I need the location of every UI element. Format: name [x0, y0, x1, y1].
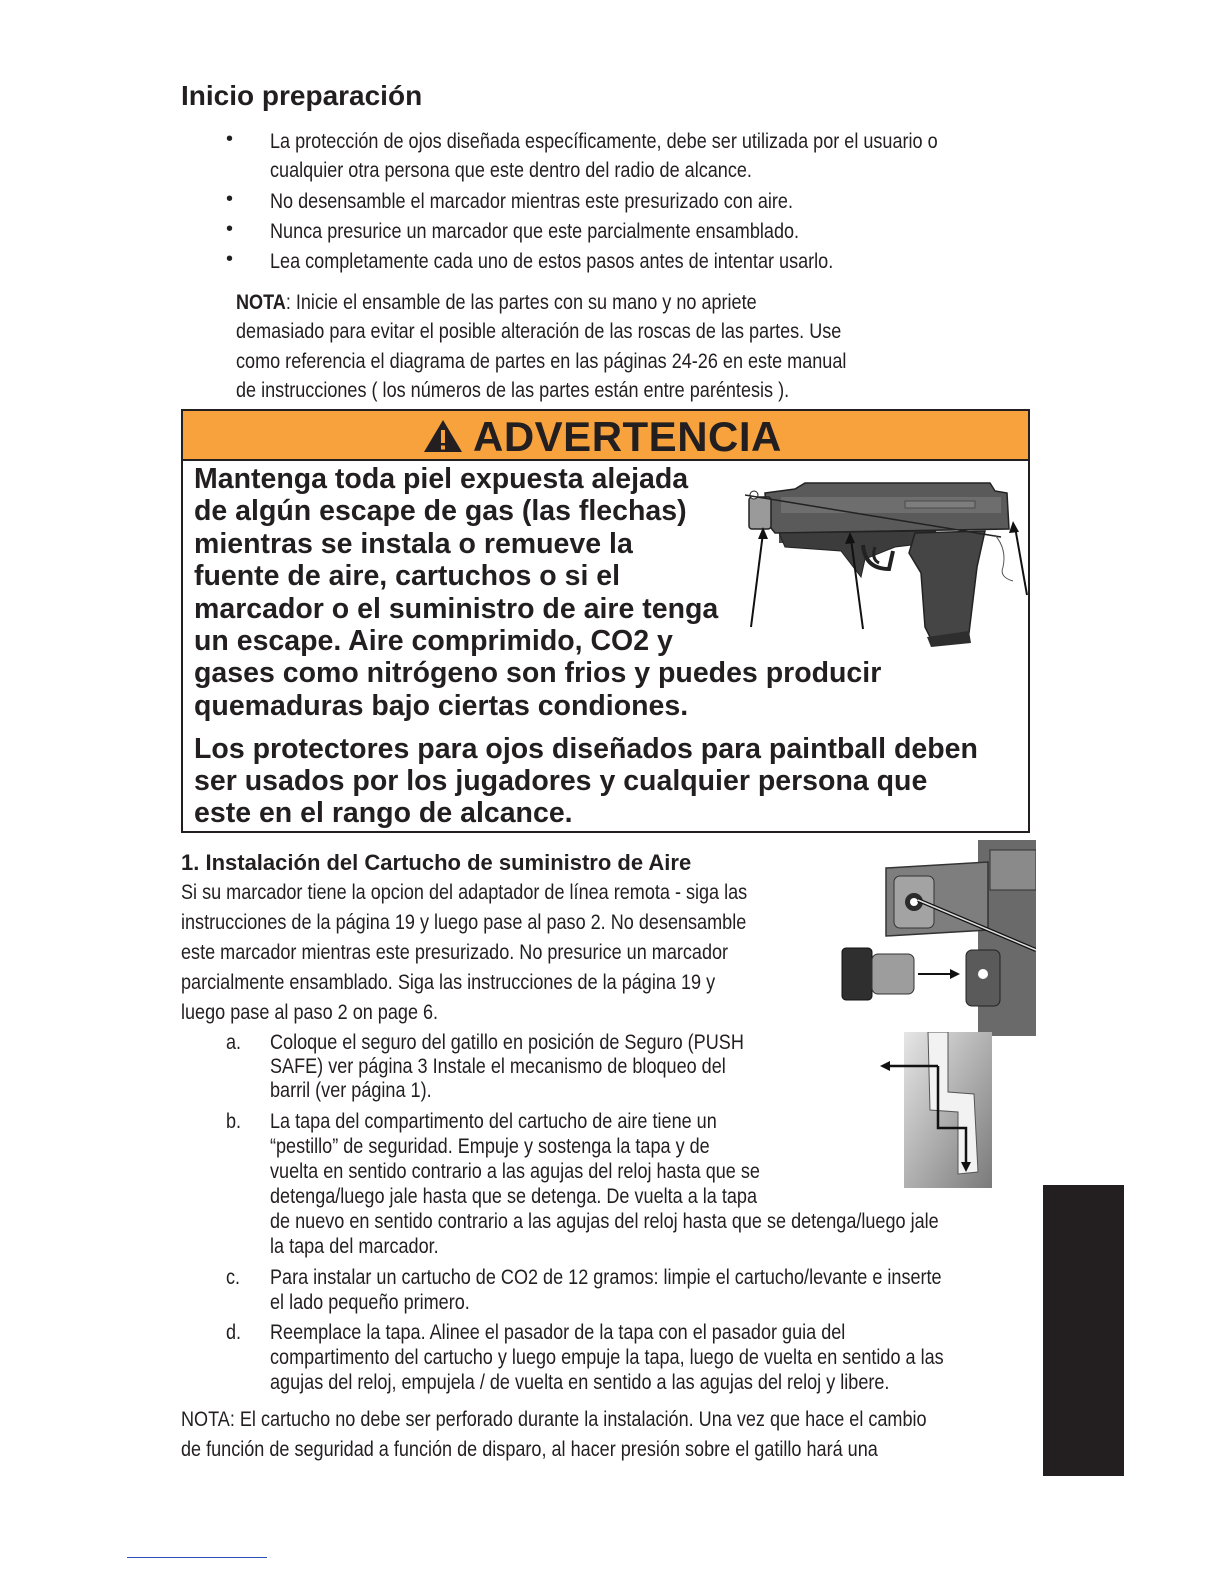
warning-line-3: mientras se instala o remueve la	[194, 528, 633, 560]
intro-line-2: instrucciones de la página 19 y luego pase al paso 2. No desensamble	[181, 910, 747, 934]
warning-line-5: marcador o el suministro de aire tenga	[194, 593, 719, 625]
intro-line-3: este marcador mientras este presurizado. No presurice un marcador	[181, 940, 729, 964]
item-b-line-2: “pestillo” de seguridad. Empuje y sostenga la tapa y de	[270, 1134, 710, 1158]
note-line-2: de función de seguridad a función de disparo, al hacer presión sobre el gatillo hará una	[181, 1437, 878, 1461]
side-tab	[1043, 1185, 1124, 1476]
warning-title: ADVERTENCIA	[473, 413, 782, 460]
bullet-symbol: •	[226, 188, 234, 210]
latch-diagram	[878, 1032, 992, 1188]
item-d-line-3: agujas del reloj, empujela / de vuelta en sentido a las agujas del reloj y libere.	[270, 1370, 890, 1394]
item-c-line-2: el lado pequeño primero.	[270, 1290, 470, 1314]
intro-line-1: Si su marcador tiene la opcion del adaptador de línea remota - siga las	[181, 880, 748, 904]
warning-line-8: quemaduras bajo ciertas condiones.	[194, 690, 689, 722]
warning-line-2: de algún escape de gas (las flechas)	[194, 495, 687, 527]
item-b-letter: b.	[226, 1109, 242, 1133]
warning-line-6: un escape. Aire comprimido, CO2 y	[194, 625, 673, 657]
item-b-line-6: la tapa del marcador.	[270, 1234, 439, 1258]
item-b-line-4: detenga/luego jale hasta que se detenga. De vuelta a la tapa	[270, 1184, 758, 1208]
item-b-line-1: La tapa del compartimento del cartucho de aire tiene un	[270, 1109, 717, 1133]
warning-line-4: fuente de aire, cartuchos o si el	[194, 560, 621, 592]
nota-line-4: de instrucciones ( los números de las partes están entre paréntesis ).	[236, 378, 790, 402]
nota-text: : Inicie el ensamble de las partes con su mano y no apriete	[285, 290, 757, 314]
item-a-letter: a.	[226, 1030, 242, 1054]
item-a-line-2: SAFE) ver página 3 Instale el mecanismo de bloqueo del	[270, 1054, 726, 1078]
item-d-letter: d.	[226, 1320, 242, 1344]
warning-line-11: este en el rango de alcance.	[194, 797, 573, 829]
marker-gun-illustration	[745, 477, 1031, 653]
item-a-line-1: Coloque el seguro del gatillo en posición de Seguro (PUSH	[270, 1030, 744, 1054]
intro-line-4: parcialmente ensamblado. Siga las instrucciones de la página 19 y	[181, 970, 716, 994]
bullet-1-line-2: cualquier otra persona que este dentro del radio de alcance.	[270, 158, 752, 182]
item-b-line-3: vuelta en sentido contrario a las agujas del reloj hasta que se	[270, 1159, 760, 1183]
warning-box	[181, 409, 1030, 833]
section-title: 1. Instalación del Cartucho de suministro de Aire	[181, 850, 692, 875]
bullet-3: Nunca presurice un marcador que este parcialmente ensamblado.	[270, 219, 800, 243]
item-c-line-1: Para instalar un cartucho de CO2 de 12 gramos: limpie el cartucho/levante e inserte	[270, 1265, 942, 1289]
item-d-line-2: compartimento del cartucho y luego empuje la tapa, luego de vuelta en sentido a las	[270, 1345, 944, 1369]
bullet-1-line-1: La protección de ojos diseñada específicamente, debe ser utilizada por el usuario o	[270, 129, 938, 153]
bullet-2: No desensamble el marcador mientras este presurizado con aire.	[270, 189, 793, 213]
bullet-symbol: •	[226, 218, 234, 240]
warning-header	[183, 411, 1028, 461]
bullet-4: Lea completamente cada uno de estos pasos antes de intentar usarlo.	[270, 249, 834, 273]
warning-line-7: gases como nitrógeno son frios y puedes producir	[194, 657, 882, 689]
item-b-line-5: de nuevo en sentido contrario a las agujas del reloj hasta que se detenga/luego jale	[270, 1209, 939, 1233]
note-line-1: NOTA: El cartucho no debe ser perforado durante la instalación. Una vez que hace el cambio	[181, 1407, 927, 1431]
warning-triangle-icon	[423, 419, 463, 453]
warning-line-10: ser usados por los jugadores y cualquier persona que	[194, 765, 928, 797]
nota-line-2: demasiado para evitar el posible alteración de las roscas de las partes. Use	[236, 319, 842, 343]
cartridge-cap-illustration	[838, 840, 1036, 1036]
item-c-letter: c.	[226, 1265, 241, 1289]
warning-line-9: Los protectores para ojos diseñados para paintball deben	[194, 733, 978, 765]
intro-line-5: luego pase al paso 2 on page 6.	[181, 1000, 439, 1024]
bottom-rule	[127, 1557, 267, 1558]
item-d-line-1: Reemplace la tapa. Alinee el pasador de la tapa con el pasador guia del	[270, 1320, 846, 1344]
bullet-symbol: •	[226, 128, 234, 150]
nota-label: NOTA	[236, 290, 286, 314]
item-a-line-3: barril (ver página 1).	[270, 1078, 432, 1102]
nota-line-1	[236, 288, 757, 317]
bullet-symbol: •	[226, 248, 234, 270]
page-heading: Inicio preparación	[181, 80, 423, 111]
nota-line-3: como referencia el diagrama de partes en las páginas 24-26 en este manual	[236, 349, 847, 373]
warning-line-1: Mantenga toda piel expuesta alejada	[194, 463, 689, 495]
